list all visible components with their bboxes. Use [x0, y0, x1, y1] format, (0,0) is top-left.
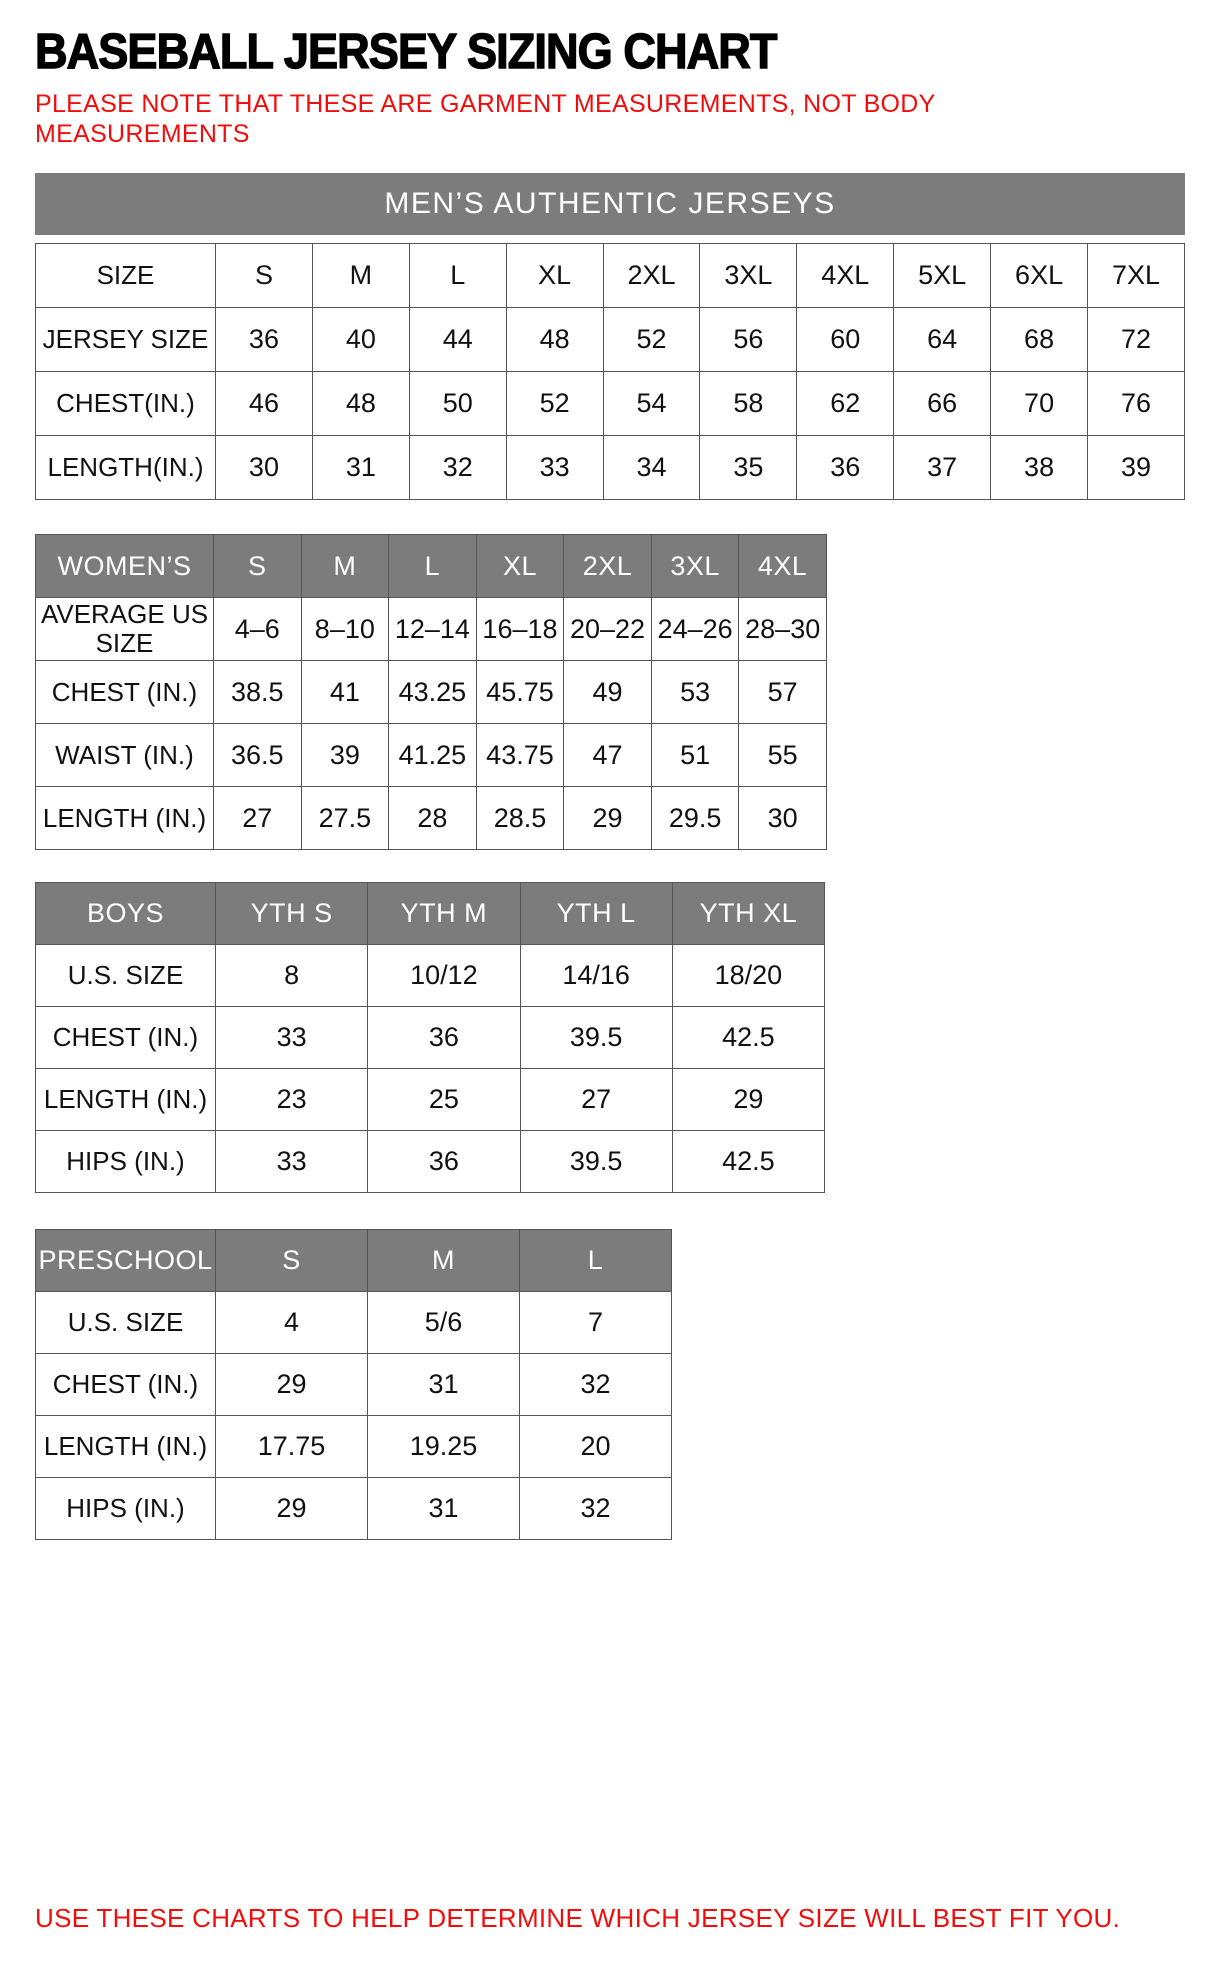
womens-header-label: WOMEN’S: [36, 535, 214, 598]
table-cell: 4–6: [214, 598, 302, 661]
table-cell: 30: [739, 787, 827, 850]
table-cell: 20: [520, 1416, 672, 1478]
row-label: HIPS (IN.): [36, 1478, 216, 1540]
boys-table: [35, 882, 825, 1193]
table-row: [36, 1354, 672, 1416]
size-header-cell: L: [520, 1230, 672, 1292]
table-cell: 70: [991, 372, 1088, 436]
table-cell: 16–18: [476, 598, 564, 661]
row-label: JERSEY SIZE: [36, 308, 216, 372]
table-cell: 39.5: [520, 1131, 672, 1193]
size-header-cell: 3XL: [651, 535, 739, 598]
table-cell: 45.75: [476, 661, 564, 724]
table-cell: 19.25: [368, 1416, 520, 1478]
table-cell: 36: [368, 1131, 520, 1193]
table-cell: 48: [506, 308, 603, 372]
size-header-cell: YTH M: [368, 883, 520, 945]
table-cell: 4XL: [797, 244, 894, 308]
table-cell: 33: [506, 436, 603, 500]
table-cell: 40: [312, 308, 409, 372]
table-cell: 36: [797, 436, 894, 500]
table-cell: 46: [216, 372, 313, 436]
row-label: LENGTH (IN.): [36, 1416, 216, 1478]
table-cell: 5XL: [894, 244, 991, 308]
row-label: LENGTH (IN.): [36, 1069, 216, 1131]
table-cell: 18/20: [672, 945, 824, 1007]
table-row: [36, 1131, 825, 1193]
row-label: HIPS (IN.): [36, 1131, 216, 1193]
row-label: SIZE: [36, 244, 216, 308]
table-cell: 29: [216, 1478, 368, 1540]
preschool-header-label: PRESCHOOL: [36, 1230, 216, 1292]
table-cell: 48: [312, 372, 409, 436]
row-label: AVERAGE US SIZE: [36, 598, 214, 661]
preschool-table: [35, 1229, 672, 1540]
table-cell: 54: [603, 372, 700, 436]
table-row: [36, 787, 827, 850]
size-header-cell: XL: [476, 535, 564, 598]
fit-advice-footer: USE THESE CHARTS TO HELP DETERMINE WHICH JERSEY SIZE WILL BEST FIT YOU.: [35, 1903, 1121, 1933]
table-cell: S: [216, 244, 313, 308]
table-cell: 28: [389, 787, 477, 850]
table-cell: 33: [216, 1007, 368, 1069]
table-cell: 6XL: [991, 244, 1088, 308]
table-cell: 31: [368, 1354, 520, 1416]
table-cell: 36.5: [214, 724, 302, 787]
table-cell: 29: [564, 787, 652, 850]
table-cell: 33: [216, 1131, 368, 1193]
table-cell: 60: [797, 308, 894, 372]
table-cell: 17.75: [216, 1416, 368, 1478]
table-cell: 50: [409, 372, 506, 436]
table-cell: 38: [991, 436, 1088, 500]
table-cell: 27: [520, 1069, 672, 1131]
table-cell: 44: [409, 308, 506, 372]
table-cell: 72: [1088, 308, 1185, 372]
table-cell: 76: [1088, 372, 1185, 436]
table-cell: 37: [894, 436, 991, 500]
boys-header-label: BOYS: [36, 883, 216, 945]
table-cell: 47: [564, 724, 652, 787]
table-row: [36, 1478, 672, 1540]
size-header-cell: S: [214, 535, 302, 598]
table-cell: 52: [506, 372, 603, 436]
table-row: [36, 1069, 825, 1131]
table-cell: 43.75: [476, 724, 564, 787]
garment-measurement-note: PLEASE NOTE THAT THESE ARE GARMENT MEASUREMENTS, NOT BODY MEASUREMENTS: [35, 90, 936, 148]
table-cell: 64: [894, 308, 991, 372]
table-cell: 30: [216, 436, 313, 500]
table-cell: 31: [368, 1478, 520, 1540]
table-cell: 66: [894, 372, 991, 436]
table-cell: 7XL: [1088, 244, 1185, 308]
table-cell: 38.5: [214, 661, 302, 724]
table-cell: 29.5: [651, 787, 739, 850]
mens-table-banner: MEN’S AUTHENTIC JERSEYS: [35, 173, 1185, 235]
row-label: CHEST (IN.): [36, 661, 214, 724]
table-row: [36, 436, 1185, 500]
row-label: U.S. SIZE: [36, 1292, 216, 1354]
table-cell: 35: [700, 436, 797, 500]
page-title: BASEBALL JERSEY SIZING CHART: [35, 25, 777, 79]
table-cell: 68: [991, 308, 1088, 372]
table-cell: 56: [700, 308, 797, 372]
table-cell: 8–10: [301, 598, 389, 661]
table-row: [36, 724, 827, 787]
table-cell: 41.25: [389, 724, 477, 787]
table-cell: 42.5: [672, 1131, 824, 1193]
table-cell: 31: [312, 436, 409, 500]
table-cell: 36: [368, 1007, 520, 1069]
table-cell: 34: [603, 436, 700, 500]
table-cell: 32: [520, 1354, 672, 1416]
table-header-row: [36, 535, 827, 598]
table-row: [36, 661, 827, 724]
row-label: U.S. SIZE: [36, 945, 216, 1007]
table-cell: 42.5: [672, 1007, 824, 1069]
row-label: CHEST(IN.): [36, 372, 216, 436]
size-header-cell: YTH XL: [672, 883, 824, 945]
table-cell: 32: [409, 436, 506, 500]
table-cell: 25: [368, 1069, 520, 1131]
table-cell: 28–30: [739, 598, 827, 661]
size-header-cell: M: [368, 1230, 520, 1292]
table-cell: 27: [214, 787, 302, 850]
table-row: [36, 372, 1185, 436]
row-label: LENGTH (IN.): [36, 787, 214, 850]
table-cell: 23: [216, 1069, 368, 1131]
table-header-row: [36, 1230, 672, 1292]
size-header-cell: S: [216, 1230, 368, 1292]
size-header-cell: YTH L: [520, 883, 672, 945]
table-cell: 7: [520, 1292, 672, 1354]
table-cell: M: [312, 244, 409, 308]
size-header-cell: M: [301, 535, 389, 598]
table-cell: 3XL: [700, 244, 797, 308]
table-cell: 41: [301, 661, 389, 724]
table-row: [36, 945, 825, 1007]
table-cell: 32: [520, 1478, 672, 1540]
table-cell: L: [409, 244, 506, 308]
table-cell: 27.5: [301, 787, 389, 850]
table-row: [36, 1416, 672, 1478]
table-cell: 4: [216, 1292, 368, 1354]
row-label: WAIST (IN.): [36, 724, 214, 787]
table-cell: 51: [651, 724, 739, 787]
table-cell: 49: [564, 661, 652, 724]
row-label: CHEST (IN.): [36, 1007, 216, 1069]
table-cell: 14/16: [520, 945, 672, 1007]
size-header-cell: 4XL: [739, 535, 827, 598]
table-cell: 57: [739, 661, 827, 724]
table-cell: 39: [301, 724, 389, 787]
table-cell: 29: [672, 1069, 824, 1131]
table-row: [36, 1007, 825, 1069]
size-header-cell: 2XL: [564, 535, 652, 598]
table-cell: 36: [216, 308, 313, 372]
table-cell: 20–22: [564, 598, 652, 661]
table-cell: 62: [797, 372, 894, 436]
table-cell: 53: [651, 661, 739, 724]
table-cell: 29: [216, 1354, 368, 1416]
table-row: [36, 598, 827, 661]
womens-table: [35, 534, 827, 850]
table-cell: 39.5: [520, 1007, 672, 1069]
table-row: [36, 1292, 672, 1354]
table-cell: 58: [700, 372, 797, 436]
table-cell: 8: [216, 945, 368, 1007]
row-label: LENGTH(IN.): [36, 436, 216, 500]
table-cell: 2XL: [603, 244, 700, 308]
size-header-cell: L: [389, 535, 477, 598]
table-row: [36, 308, 1185, 372]
table-row: [36, 244, 1185, 308]
size-header-cell: YTH S: [216, 883, 368, 945]
table-cell: 28.5: [476, 787, 564, 850]
table-header-row: [36, 883, 825, 945]
table-cell: 12–14: [389, 598, 477, 661]
table-cell: 55: [739, 724, 827, 787]
table-cell: 10/12: [368, 945, 520, 1007]
mens-table: [35, 243, 1185, 500]
table-cell: 43.25: [389, 661, 477, 724]
table-cell: 39: [1088, 436, 1185, 500]
table-cell: 5/6: [368, 1292, 520, 1354]
row-label: CHEST (IN.): [36, 1354, 216, 1416]
table-cell: 52: [603, 308, 700, 372]
table-cell: XL: [506, 244, 603, 308]
table-cell: 24–26: [651, 598, 739, 661]
